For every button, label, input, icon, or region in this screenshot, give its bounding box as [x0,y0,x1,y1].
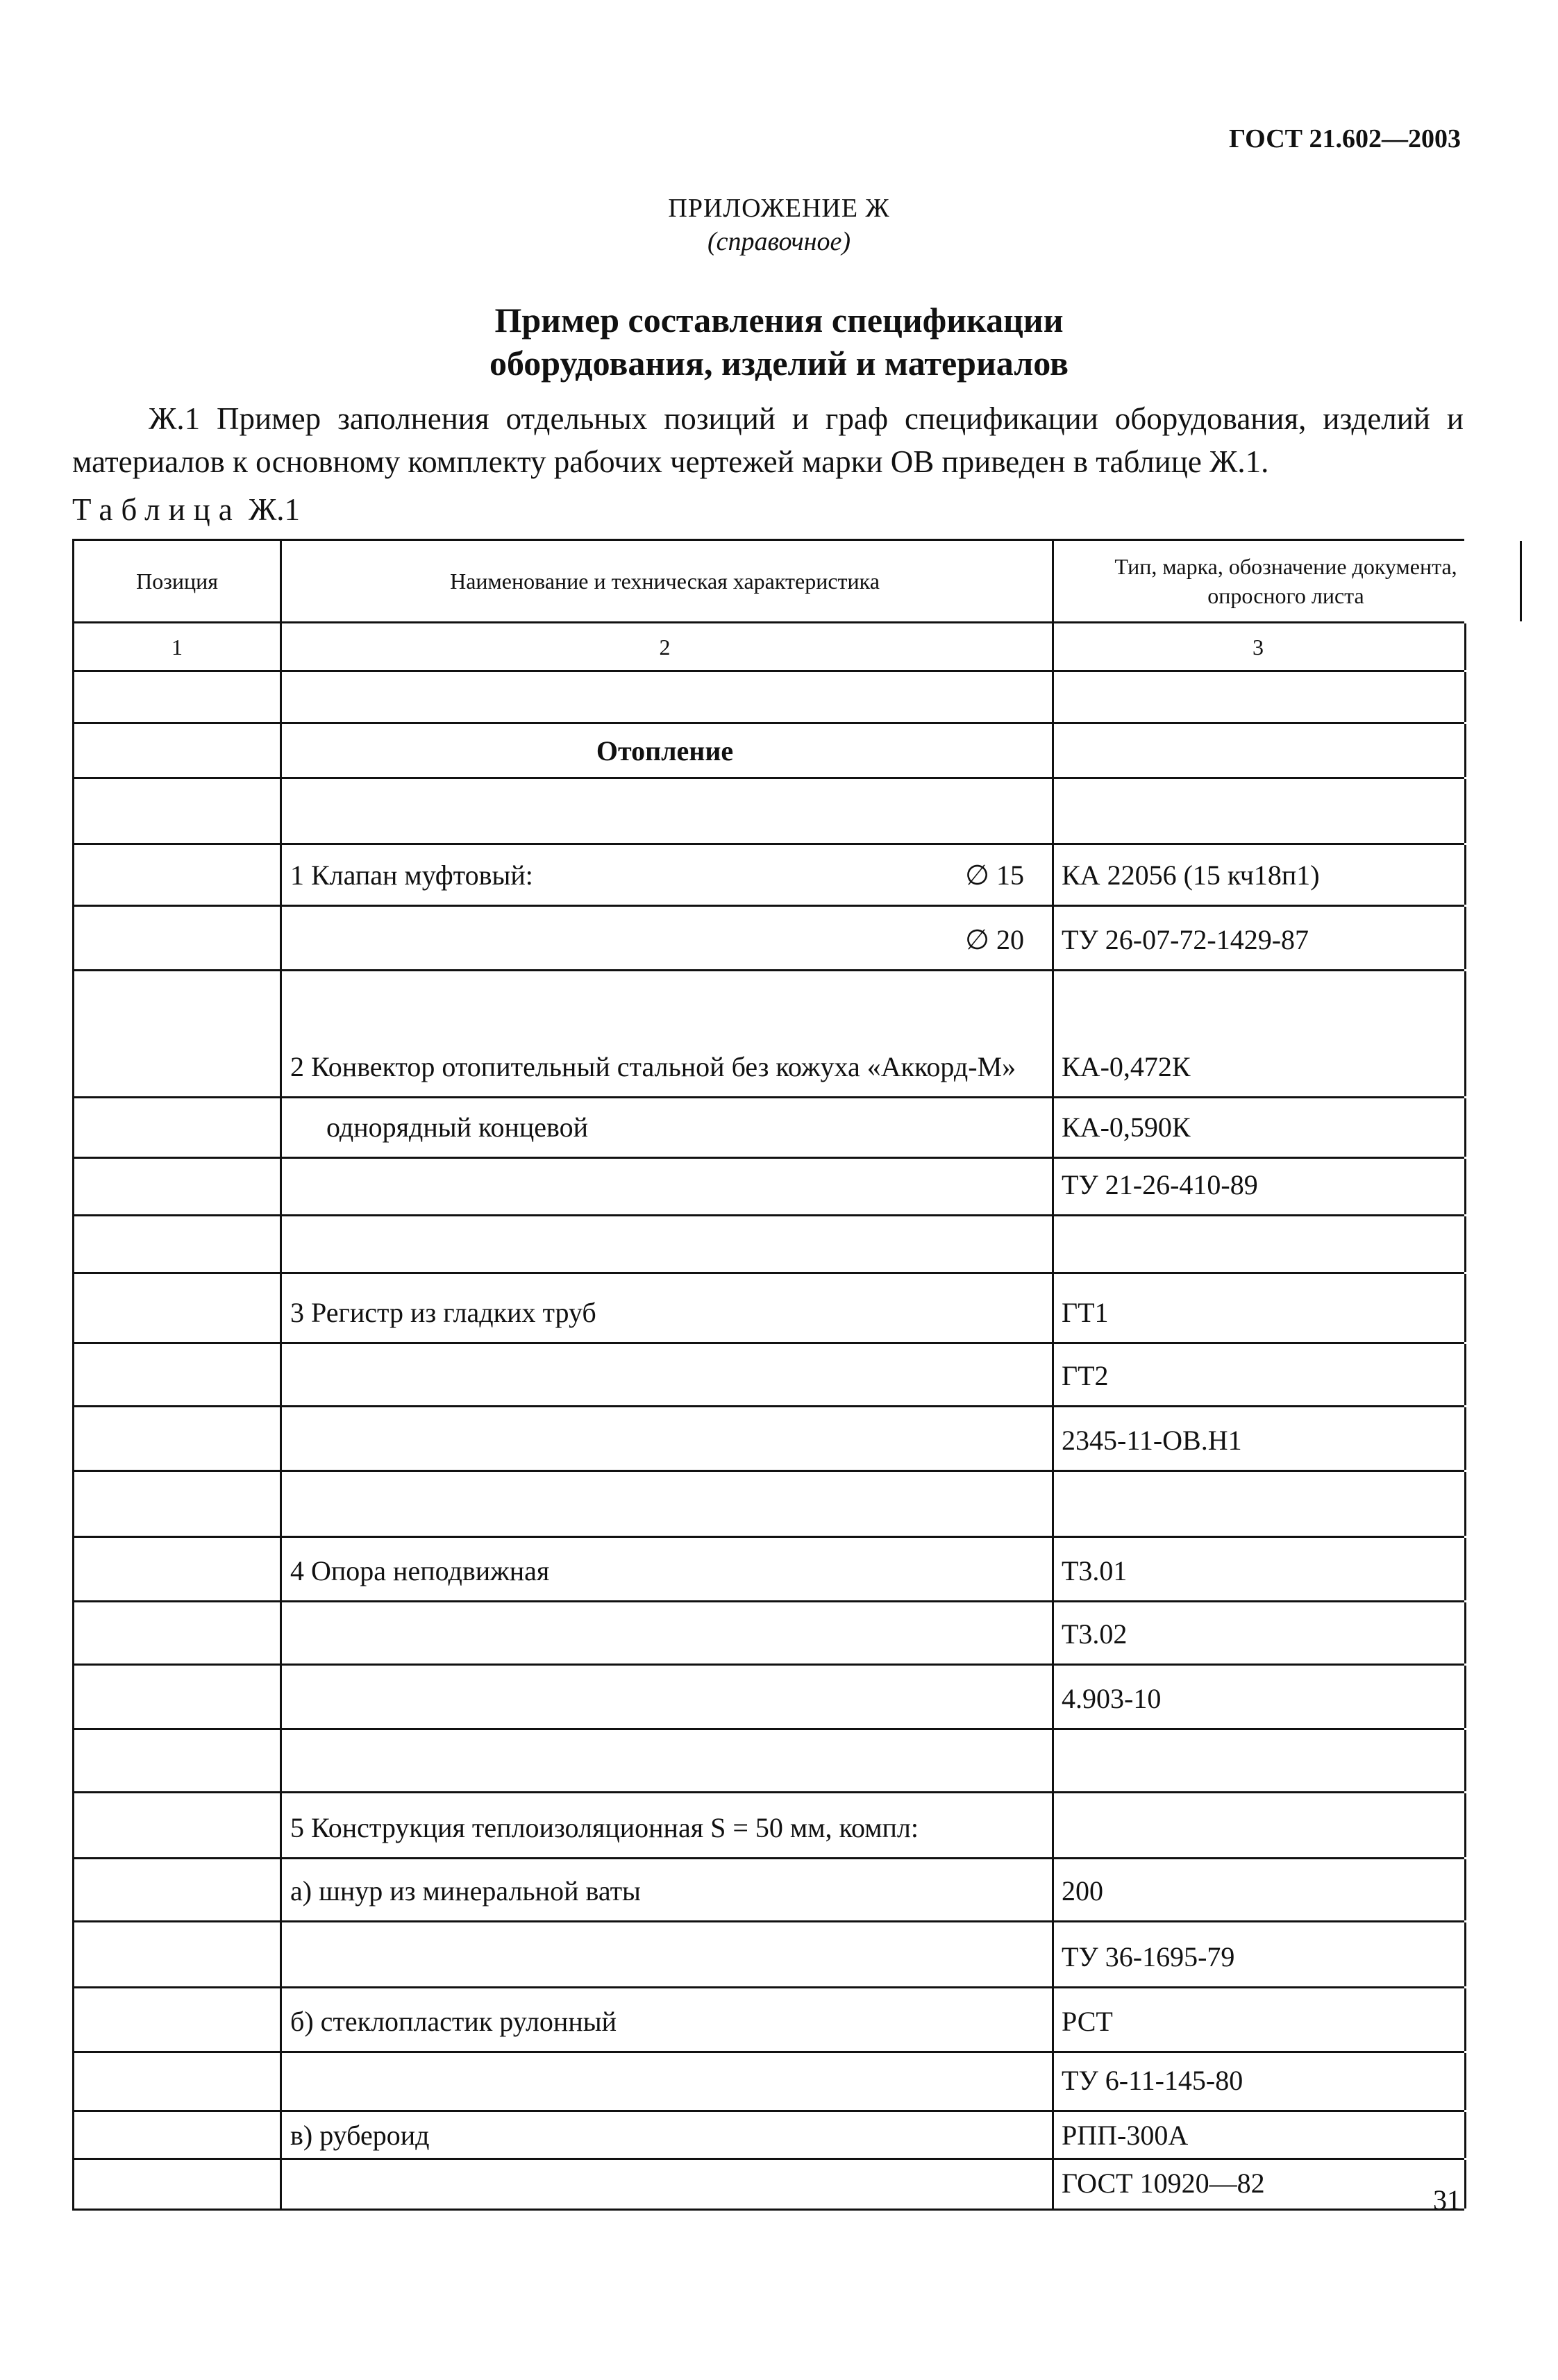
table-row [72,1407,1464,1472]
col-number-3: 3 [1052,623,1466,670]
item-name: 2 Конвектор отопительный стальной без кожуха «Аккорд-М» [290,1051,1016,1082]
type-cell [1052,1472,1466,1536]
type-cell [1052,1922,1466,1986]
title-line-1: Пример составления спецификации [494,301,1064,340]
item-type: КА 22056 (15 кч18п1) [1062,860,1320,891]
item-type: РПП-300А [1062,2120,1189,2151]
position-cell [72,1344,282,1405]
table-row [72,2112,1464,2160]
header-type: Тип, марка, обозначение документа, опросного листа [1052,541,1522,621]
type-cell [1052,1098,1466,1157]
item-type: Т3.01 [1062,1555,1128,1586]
name-cell [278,1274,1054,1342]
position-cell [72,1666,282,1728]
type-cell [1052,845,1466,905]
name-cell [278,1988,1054,2051]
type-cell [1052,1216,1466,1272]
item-type: ТУ 6-11-145-80 [1062,2065,1243,2096]
name-cell [278,1859,1054,1920]
item-type: ГОСТ 10920—82 [1062,2168,1265,2199]
item-name: 1 Клапан муфтовый: [290,860,533,891]
name-cell [278,1216,1054,1272]
empty-row [72,779,1464,845]
name-cell [278,1344,1054,1405]
position-cell [72,1859,282,1920]
empty-row [72,1472,1464,1538]
appendix-label: ПРИЛОЖЕНИЕ Ж [668,194,890,223]
item-name: а) шнур из минеральной ваты [290,1875,641,1906]
item-type: КА-0,472К [1062,1051,1191,1082]
page-number: 31 [1433,2184,1461,2215]
table-header-row [72,539,1464,623]
position-cell [72,1407,282,1470]
item-name: б) стеклопластик рулонный [290,2006,617,2037]
name-cell [278,2160,1054,2209]
name-cell [278,1407,1054,1470]
name-cell [278,1730,1054,1791]
position-cell [72,2112,282,2158]
intro-paragraph: Ж.1 Пример заполнения отдельных позиций и граф спецификации оборудования, изделий и материалов к основному комплекту рабочих чертежей марки ОВ приведен в таблице Ж.1. [72,401,1464,479]
table-caption-number: Ж.1 [248,492,301,527]
name-cell [278,1159,1054,1214]
position-cell [72,1472,282,1536]
col-number-1: 1 [72,623,282,670]
table-row [72,2160,1464,2211]
position-cell [72,971,282,1096]
section-title: Отопление [596,735,734,766]
position-cell [72,1922,282,1986]
position-cell [72,1602,282,1664]
position-cell [72,2053,282,2110]
position-cell [72,1793,282,1857]
item-type: ТУ 26-07-72-1429-87 [1062,924,1309,955]
position-cell [72,1730,282,1791]
table-row [72,1922,1464,1988]
item-type: ТУ 21-26-410-89 [1062,1169,1258,1200]
type-cell [1052,1730,1466,1791]
item-name: 4 Опора неподвижная [290,1555,550,1586]
column-number-row [72,623,1464,672]
position-cell [72,779,282,843]
item-type: 2345-11-ОВ.Н1 [1062,1425,1242,1456]
table-row [72,1344,1464,1407]
empty-row [72,1216,1464,1274]
position-cell [72,1216,282,1272]
table-row [72,845,1464,907]
specification-table [72,539,1464,2211]
empty-row [72,672,1464,724]
diameter-value: ∅ 20 [965,924,1024,955]
position-cell [72,672,282,722]
item-type: ГТ2 [1062,1360,1109,1391]
type-cell [1052,2160,1466,2209]
type-cell [1052,1793,1466,1857]
position-cell [72,1988,282,2051]
document-code: ГОСТ 21.602—2003 [1228,124,1461,153]
name-cell [278,2053,1054,2110]
position-cell [72,724,282,777]
type-cell [1052,2112,1466,2158]
title-line-2: оборудования, изделий и материалов [489,344,1069,383]
type-cell [1052,1344,1466,1405]
type-cell [1052,1859,1466,1920]
table-row [72,1666,1464,1730]
table-row [72,907,1464,971]
position-cell [72,1098,282,1157]
type-cell [1052,1602,1466,1664]
item-name: 3 Регистр из гладких труб [290,1297,596,1328]
table-row [72,1274,1464,1344]
item-type: 200 [1062,1875,1103,1906]
type-cell [1052,779,1466,843]
item-type: ТУ 36-1695-79 [1062,1941,1235,1972]
type-cell [1052,907,1466,969]
table-row [72,1793,1464,1859]
name-cell [278,845,1054,905]
name-cell [278,1472,1054,1536]
item-name: в) рубероид [290,2120,430,2151]
item-name: 5 Конструкция теплоизоляционная S = 50 мм, компл: [290,1812,919,1843]
diameter-value: ∅ 15 [965,860,1024,891]
name-cell [278,1098,1054,1157]
position-cell [72,2160,282,2209]
name-cell [278,1602,1054,1664]
type-cell [1052,1666,1466,1728]
table-row [72,1859,1464,1922]
item-type: Т3.02 [1062,1618,1128,1650]
name-cell [278,672,1054,722]
position-cell [72,845,282,905]
name-cell [278,1793,1054,1857]
type-cell [1052,971,1466,1096]
type-cell [1052,1159,1466,1214]
name-cell [278,1538,1054,1600]
type-cell [1052,672,1466,722]
item-type: 4.903-10 [1062,1683,1162,1714]
table-row [72,1988,1464,2053]
name-cell [278,1922,1054,1986]
table-row [72,1159,1464,1216]
table-caption [72,492,300,528]
type-cell [1052,1274,1466,1342]
type-cell [1052,2053,1466,2110]
appendix-note: (справочное) [707,227,851,256]
header-position: Позиция [72,541,282,621]
table-body [72,672,1464,2211]
position-cell [72,1159,282,1214]
position-cell [72,1274,282,1342]
position-cell [72,907,282,969]
type-cell [1052,724,1466,777]
item-type: РСТ [1062,2006,1113,2037]
header-name: Наименование и техническая характеристика [278,541,1054,621]
table-row [72,1098,1464,1159]
item-type: КА-0,590К [1062,1112,1191,1143]
table-row [72,971,1464,1098]
section-row [72,724,1464,779]
col-number-2: 2 [278,623,1054,670]
position-cell [72,1538,282,1600]
name-cell [278,1666,1054,1728]
table-row [72,2053,1464,2112]
page-title [0,299,1558,385]
name-cell [278,971,1054,1096]
item-name: однорядный концевой [326,1112,589,1143]
name-cell [278,779,1054,843]
type-cell [1052,1538,1466,1600]
type-cell [1052,1988,1466,2051]
table-caption-word: Таблица [72,492,241,527]
table-row [72,1602,1464,1666]
item-type: ГТ1 [1062,1297,1109,1328]
name-cell [278,2112,1054,2158]
name-cell [278,724,1054,777]
table-row [72,1538,1464,1602]
name-cell [278,907,1054,969]
type-cell [1052,1407,1466,1470]
empty-row [72,1730,1464,1793]
